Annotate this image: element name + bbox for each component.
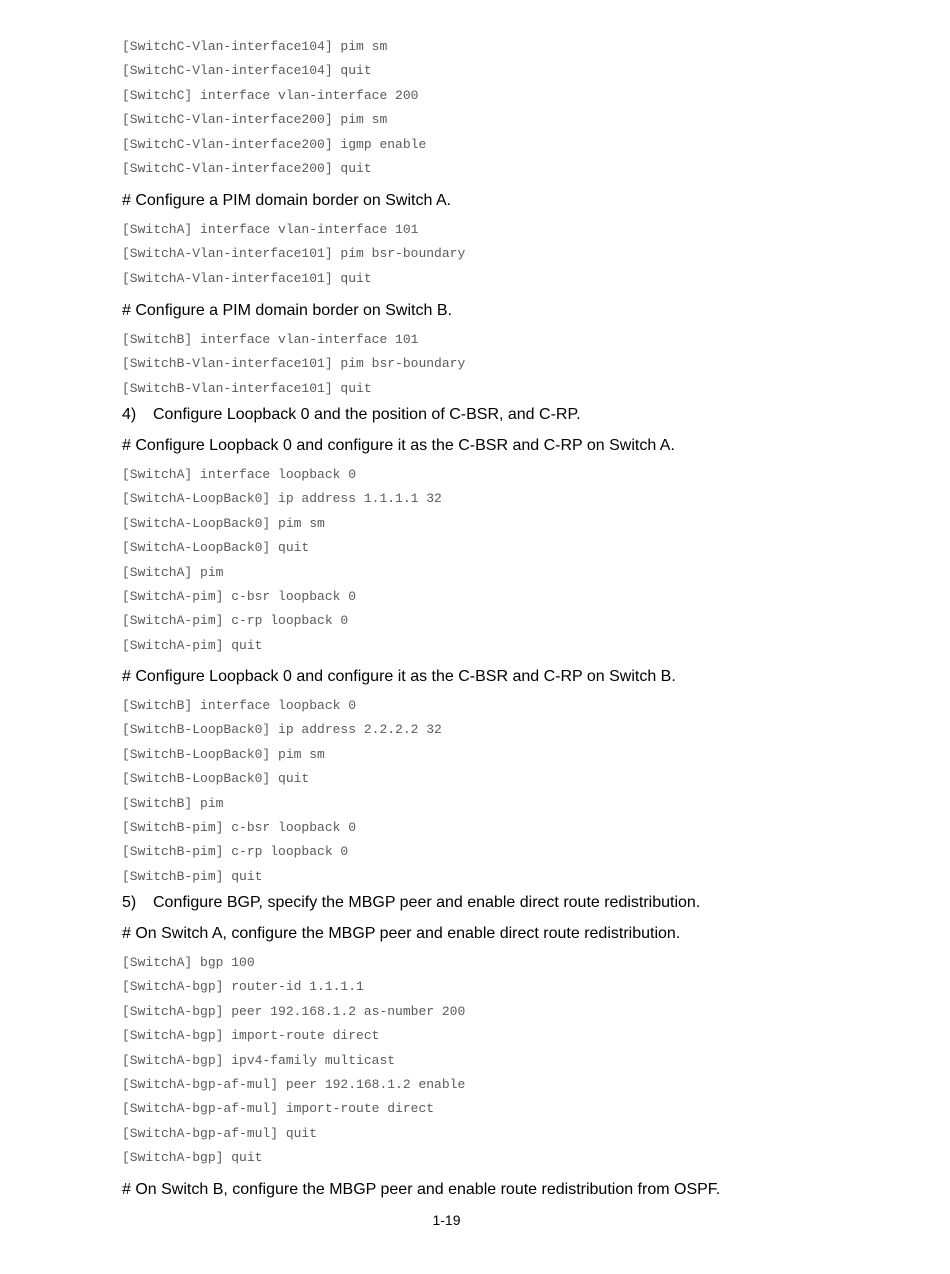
step-4-text: Configure Loopback 0 and the position of C-BSR, and C-RP.: [153, 406, 581, 423]
code-line: [SwitchB] interface loopback 0: [122, 698, 357, 713]
code-line: [SwitchA-bgp] import-route direct: [122, 1028, 380, 1044]
step-5: [122, 893, 700, 913]
code-line: [SwitchA-LoopBack0] pim sm: [122, 515, 325, 531]
code-line: [SwitchB-pim] c-rp loopback 0: [122, 844, 349, 860]
paragraph-mbgp-switch-a: # On Switch A, configure the MBGP peer and enable direct route redistribution.: [122, 925, 681, 942]
code-line: [SwitchA-bgp] ipv4-family multicast: [122, 1052, 396, 1068]
step-5-text: Configure BGP, specify the MBGP peer and enable direct route redistribution.: [153, 894, 701, 911]
code-line: [SwitchA-LoopBack0] quit: [122, 540, 310, 556]
code-line: [SwitchA-bgp-af-mul] import-route direct: [122, 1101, 435, 1117]
paragraph-loopback-switch-b: # Configure Loopback 0 and configure it as the C-BSR and C-RP on Switch B.: [122, 668, 676, 685]
code-line: [SwitchA-bgp] quit: [122, 1150, 263, 1166]
code-line: [SwitchB] pim: [122, 795, 224, 811]
code-line: [SwitchB-Vlan-interface101] quit: [122, 380, 372, 396]
code-line: [SwitchC-Vlan-interface200] igmp enable: [122, 136, 427, 152]
code-line: [SwitchA-pim] quit: [122, 637, 263, 653]
code-line: [SwitchA-LoopBack0] ip address 1.1.1.1 32: [122, 491, 442, 507]
page-number: 1-19: [432, 1212, 461, 1228]
code-line: [SwitchB-pim] c-bsr loopback 0: [122, 819, 357, 835]
code-block-switchc: [122, 35, 426, 181]
code-line: [SwitchB-LoopBack0] ip address 2.2.2.2 32: [122, 722, 442, 738]
code-line: [SwitchB-Vlan-interface101] pim bsr-boundary: [122, 356, 466, 372]
code-block-switchb-border: [122, 328, 465, 401]
code-block-switcha-bgp: [122, 951, 465, 1171]
paragraph-loopback-switch-a: # Configure Loopback 0 and configure it as the C-BSR and C-RP on Switch A.: [122, 437, 675, 454]
paragraph-pim-border-switch-a: # Configure a PIM domain border on Switch A.: [122, 192, 452, 209]
step-4-number: 4): [122, 406, 137, 423]
code-line: [SwitchA] interface vlan-interface 101: [122, 222, 419, 237]
code-line: [SwitchA-Vlan-interface101] quit: [122, 270, 372, 286]
code-line: [SwitchA] pim: [122, 564, 224, 580]
code-line: [SwitchA-bgp-af-mul] peer 192.168.1.2 enable: [122, 1076, 466, 1092]
code-line: [SwitchA-pim] c-bsr loopback 0: [122, 588, 357, 604]
code-line: [SwitchA-bgp] router-id 1.1.1.1: [122, 979, 364, 995]
paragraph-mbgp-switch-b: # On Switch B, configure the MBGP peer and enable route redistribution from OSPF.: [122, 1181, 721, 1198]
code-block-switcha-border: [122, 218, 465, 291]
code-line: [SwitchA] bgp 100: [122, 955, 255, 970]
code-line: [SwitchA-pim] c-rp loopback 0: [122, 613, 349, 629]
code-line: [SwitchA-bgp-af-mul] quit: [122, 1125, 318, 1141]
code-line: [SwitchC-Vlan-interface104] pim sm: [122, 39, 388, 54]
code-line: [SwitchC-Vlan-interface200] pim sm: [122, 112, 388, 128]
code-line: [SwitchB] interface vlan-interface 101: [122, 332, 419, 347]
code-line: [SwitchA] interface loopback 0: [122, 467, 357, 482]
code-line: [SwitchA-bgp] peer 192.168.1.2 as-number 200: [122, 1003, 466, 1019]
step-5-number: 5): [122, 894, 137, 911]
step-4: [122, 405, 581, 425]
code-block-switchb-loopback: [122, 694, 442, 889]
code-line: [SwitchC] interface vlan-interface 200: [122, 87, 419, 103]
paragraph-pim-border-switch-b: # Configure a PIM domain border on Switch B.: [122, 302, 452, 319]
code-line: [SwitchC-Vlan-interface200] quit: [122, 160, 372, 176]
code-line: [SwitchB-LoopBack0] pim sm: [122, 746, 325, 762]
code-line: [SwitchB-pim] quit: [122, 868, 263, 884]
code-line: [SwitchC-Vlan-interface104] quit: [122, 63, 372, 79]
code-block-switcha-loopback: [122, 463, 442, 658]
code-line: [SwitchB-LoopBack0] quit: [122, 771, 310, 787]
code-line: [SwitchA-Vlan-interface101] pim bsr-boundary: [122, 246, 466, 262]
